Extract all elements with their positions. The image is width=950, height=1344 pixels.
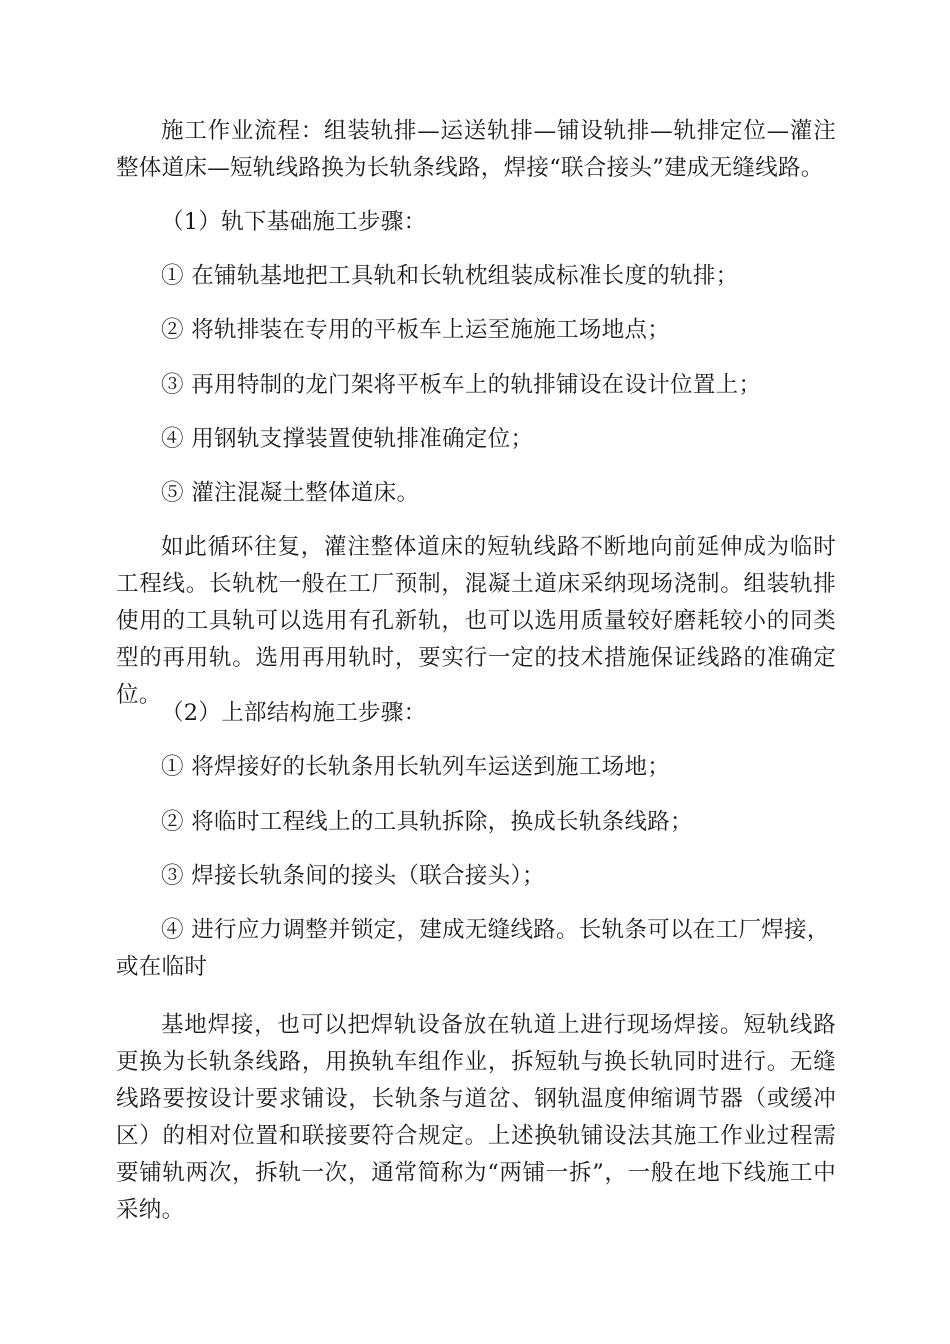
list-item-sub-2: ② 将轨排装在专用的平板车上运至施施工场地点； [161, 317, 671, 343]
list-item-super-2: ② 将临时工程线上的工具轨拆除，换成长轨条线路； [161, 809, 693, 835]
list-item-sub-1: ① 在铺轨基地把工具轨和长轨枕组装成标准长度的轨排； [161, 263, 739, 289]
list-item-super-3: ③ 焊接长轨条间的接头（联合接头）； [161, 863, 545, 889]
list-item-super-4: ④ 进行应力调整并锁定，建成无缝线路。长轨条可以在工厂焊接， [161, 917, 830, 943]
list-item-sub-4: ④ 用钢轨支撑装置使轨排准确定位； [161, 426, 534, 452]
paragraph-workflow: 施工作业流程：组装轨排—运送轨排—铺设轨排—轨排定位—灌注整体道床—短轨线路换为长轨条线路，焊接“联合接头”建成无缝线路。 [116, 118, 836, 181]
heading-superstructure-steps: （2）上部结构施工步骤： [161, 700, 427, 726]
heading-substructure-steps: （1）轨下基础施工步骤： [161, 209, 427, 235]
paragraph-rail-replacement: 基地焊接，也可以把焊轨设备放在轨道上进行现场焊接。短轨线路更换为长轨条线路，用换轨车组作业，拆短轨与换长轨同时进行。无缝线路要按设计要求铺设，长轨条与道岔、钢轨温度伸缩调节器（或缓冲区）的相对位置和联接要符合规定。上述换轨铺设法其施工作业过程需要铺轨两次，拆轨一次，通常简称为“两铺一拆”，一般在地下线施工中采纳。 [116, 1012, 836, 1223]
list-item-sub-3: ③ 再用特制的龙门架将平板车上的轨排铺设在设计位置上； [161, 372, 762, 398]
list-item-sub-5: ⑤ 灌注混凝土整体道床。 [161, 480, 420, 506]
paragraph-cycle: 如此循环往复，灌注整体道床的短轨线路不断地向前延伸成为临时工程线。长轨枕一般在工厂预制，混凝土道床采纳现场浇制。组装轨排使用的工具轨可以选用有孔新轨，也可以选用质量较好磨耗较小的同类型的再用轨。选用再用轨时，要实行一定的技术措施保证线路的准确定位。 [116, 534, 836, 708]
list-item-super-4-continued: 或在临时 [116, 954, 208, 980]
list-item-super-1: ① 将焊接好的长轨条用长轨列车运送到施工场地； [161, 754, 671, 780]
